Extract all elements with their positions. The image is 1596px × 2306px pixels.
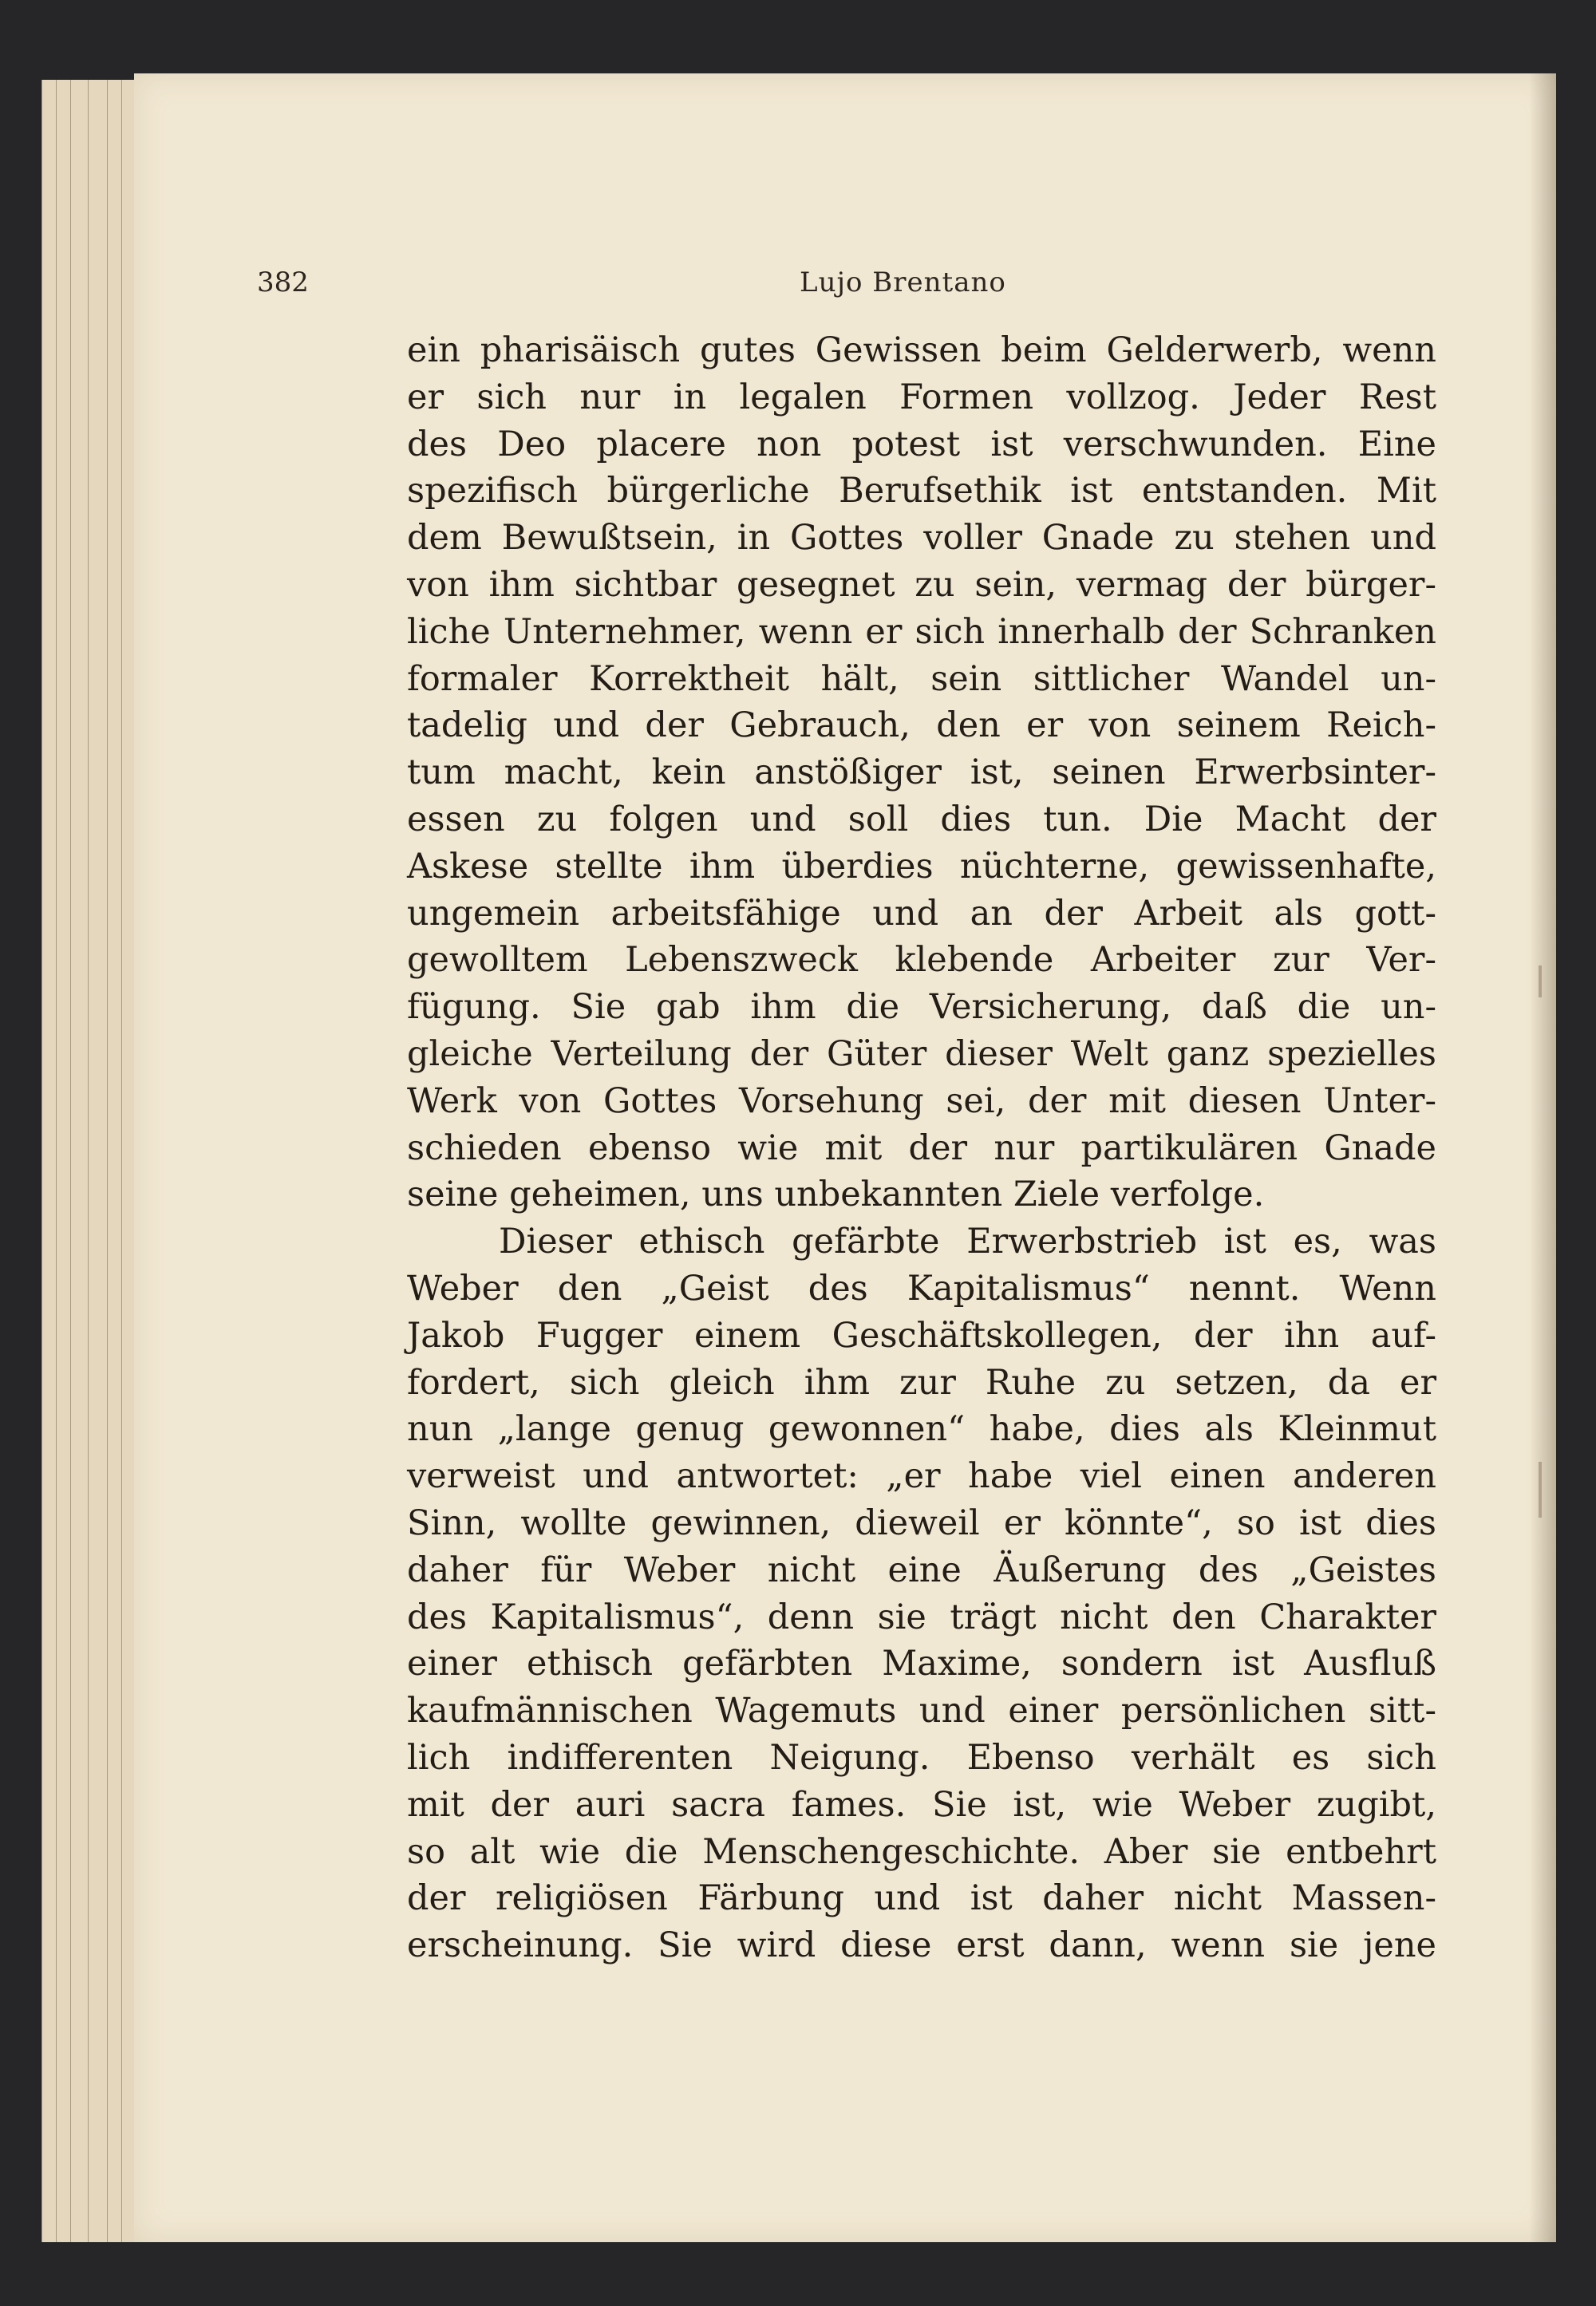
paper-mark [1539,1462,1542,1518]
page-number: 382 [257,267,309,298]
text-line: gleiche Verteilung der Güter dieser Welt ganz spezielles [407,1033,1436,1074]
text-line: tum macht, kein anstößiger ist, seinen Erwerbsinter- [407,752,1436,793]
text-line: er sich nur in legalen Formen vollzog. Jeder Rest [407,377,1436,417]
text-line: dem Bewußtsein, in Gottes voller Gnade zu stehen und [407,518,1436,559]
text-line: des Kapitalismus“, denn sie trägt nicht den Charakter [407,1597,1436,1637]
text-line: essen zu folgen und soll dies tun. Die Macht der [407,799,1436,839]
text-line: ungemein arbeitsfähige und an der Arbeit als gott- [407,893,1436,934]
text-line: formaler Korrektheit hält, sein sittlicher Wandel un- [407,658,1436,699]
text-line: tadelig und der Gebrauch, den er von seinem Reich- [407,705,1436,746]
text-line: von ihm sichtbar gesegnet zu sein, vermag der bürger- [407,564,1436,605]
text-line: liche Unternehmer, wenn er sich innerhalb der Schranken [407,611,1436,652]
body-text [407,327,1436,1969]
text-line: gewolltem Lebenszweck klebende Arbeiter zur Ver- [407,940,1436,981]
paragraph-1 [407,327,1436,1218]
text-line: Askese stellte ihm überdies nüchterne, gewissenhafte, [407,846,1436,886]
text-line: Sinn, wollte gewinnen, dieweil er könnte“, so ist dies [407,1502,1436,1543]
text-line: Weber den „Geist des Kapitalismus“ nennt. Wenn [407,1268,1436,1309]
text-line: Jakob Fugger einem Geschäftskollegen, der ihn auf- [407,1315,1436,1356]
text-line: einer ethisch gefärbten Maxime, sondern ist Ausfluß [407,1644,1436,1684]
text-line: Dieser ethisch gefärbte Erwerbstrieb ist es, was [499,1222,1436,1262]
text-line: erscheinung. Sie wird diese erst dann, wenn sie jene [407,1925,1436,1966]
spine-shadow [1529,73,1556,2242]
text-line: Werk von Gottes Vorsehung sei, der mit diesen Unter- [407,1080,1436,1121]
text-line: schieden ebenso wie mit der nur partikulären Gnade [407,1127,1436,1168]
paragraph-2 [407,1218,1436,1969]
paper-mark [1539,965,1542,997]
text-line: des Deo placere non potest ist verschwunden. Eine [407,424,1436,464]
page-header [257,267,1438,308]
text-line: seine geheimen, uns unbekannten Ziele verfolge. [407,1175,1265,1215]
text-line: verweist und antwortet: „er habe viel einen anderen [407,1456,1436,1497]
text-line: spezifisch bürgerliche Berufsethik ist entstanden. Mit [407,471,1436,511]
running-head: Lujo Brentano [800,267,1006,298]
text-line: ein pharisäisch gutes Gewissen beim Gelderwerb, wenn [407,330,1436,370]
text-line: so alt wie die Menschengeschichte. Aber sie entbehrt [407,1831,1436,1872]
text-line: daher für Weber nicht eine Äußerung des „Geistes [407,1550,1436,1590]
text-line: nun „lange genug gewonnen“ habe, dies als Kleinmut [407,1409,1436,1450]
text-line: kaufmännischen Wagemuts und einer persönlichen sitt- [407,1691,1436,1731]
text-line: lich indifferenten Neigung. Ebenso verhält es sich [407,1737,1436,1778]
text-line: fordert, sich gleich ihm zur Ruhe zu setzen, da er [407,1362,1436,1403]
text-line: der religiösen Färbung und ist daher nicht Massen- [407,1878,1436,1919]
text-line: fügung. Sie gab ihm die Versicherung, daß die un- [407,987,1436,1028]
text-line: mit der auri sacra fames. Sie ist, wie Weber zugibt, [407,1784,1436,1825]
